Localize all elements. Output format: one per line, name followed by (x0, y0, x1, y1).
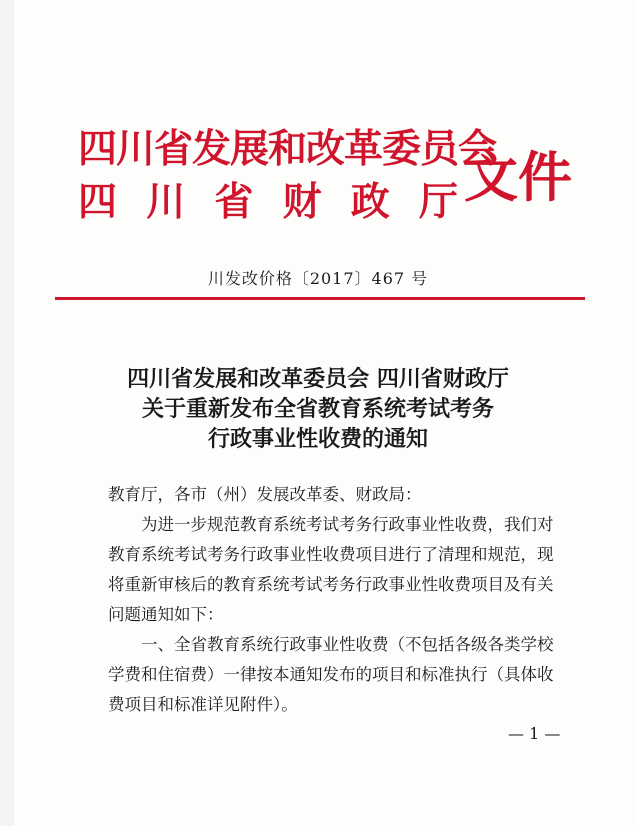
body-line-2: 为进一步规范教育系统考试考务行政事业性收费，我们对 (108, 515, 554, 534)
header-divider (55, 297, 585, 300)
body-line-6: 一、全省教育系统行政事业性收费（不包括各级各类学校 (108, 635, 554, 654)
page-number: — 1 — (508, 724, 561, 743)
document-number: 川发改价格〔2017〕467 号 (207, 269, 429, 288)
header-char: 政 (350, 180, 390, 225)
title-line-2: 关于重新发布全省教育系统考试考务 (141, 396, 494, 422)
body-line-8: 费项目和标准详见附件）。 (108, 695, 298, 714)
header-char: 财 (282, 180, 322, 225)
body-line-4: 将重新审核后的教育系统考试考务行政事业性收费项目及有关 (108, 575, 554, 594)
header-char: 川 (146, 180, 186, 225)
body-line-7: 学费和住宿费）一律按本通知发布的项目和标准执行（具体收 (108, 665, 554, 684)
header-char: 四 (78, 180, 118, 225)
title-line-1: 四川省发展和改革委员会 四川省财政厅 (127, 366, 509, 392)
body-line-3: 教育系统考试考务行政事业性收费项目进行了清理和规范，现 (108, 545, 554, 564)
body-line-1: 教育厅，各市（州）发展改革委、财政局： (108, 485, 422, 504)
header-char: 省 (214, 180, 254, 225)
title-line-3: 行政事业性收费的通知 (207, 426, 428, 452)
header-doc-type: 文件 (464, 146, 572, 209)
header-org-line2 (78, 181, 458, 225)
body-line-5: 问题通知如下： (108, 605, 224, 624)
header-org-line1: 四川省发展和改革委员会 (78, 127, 497, 172)
header-char: 厅 (418, 180, 458, 225)
